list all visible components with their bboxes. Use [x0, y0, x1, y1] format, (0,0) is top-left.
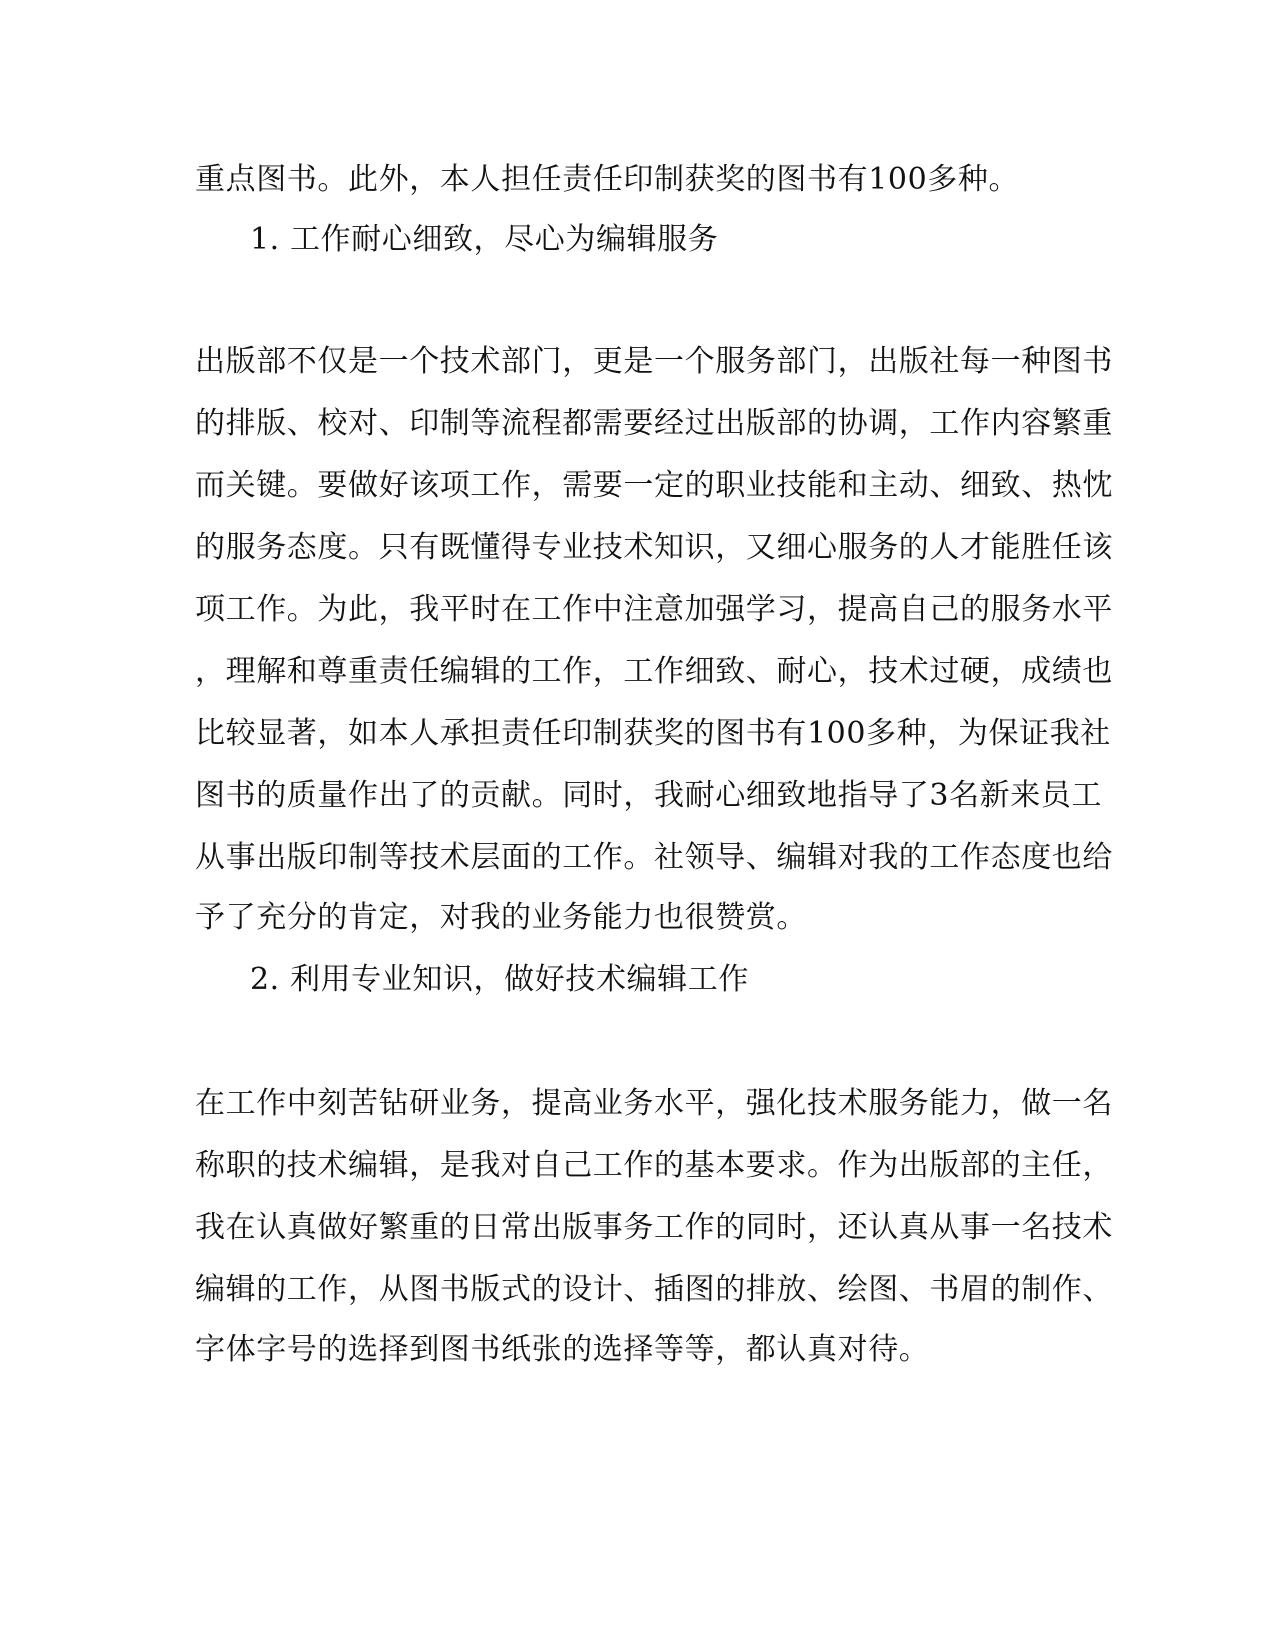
- paragraph-line: 图书的质量作出了的贡献。同时，我耐心细致地指导了3名新来员工: [195, 778, 1103, 813]
- paragraph-line: 从事出版印制等技术层面的工作。社领导、编辑对我的工作态度也给: [195, 840, 1113, 875]
- paragraph-line: 比较显著，如本人承担责任印制获奖的图书有100多种，为保证我社: [195, 716, 1111, 751]
- paragraph-line: 编辑的工作，从图书版式的设计、插图的排放、绘图、书眉的制作、: [195, 1272, 1113, 1307]
- paragraph-line: 出版部不仅是一个技术部门，更是一个服务部门，出版社每一种图书: [195, 344, 1113, 379]
- paragraph-line: 予了充分的肯定，对我的业务能力也很赞赏。: [195, 900, 807, 935]
- paragraph-line: 而关键。要做好该项工作，需要一定的职业技能和主动、细致、热忱: [195, 468, 1113, 503]
- section-2-heading: 2. 利用专业知识，做好技术编辑工作: [250, 962, 749, 997]
- paragraph-line: 项工作。为此，我平时在工作中注意加强学习，提高自己的服务水平: [195, 592, 1113, 627]
- section-1-heading: 1. 工作耐心细致，尽心为编辑服务: [250, 222, 719, 257]
- paragraph-line: 称职的技术编辑，是我对自己工作的基本要求。作为出版部的主任，: [195, 1148, 1113, 1183]
- intro-line: 重点图书。此外，本人担任责任印制获奖的图书有100多种。: [195, 162, 1020, 197]
- paragraph-line: 的服务态度。只有既懂得专业技术知识，又细心服务的人才能胜任该: [195, 530, 1113, 565]
- paragraph-line: ，理解和尊重责任编辑的工作，工作细致、耐心，技术过硬，成绩也: [195, 654, 1113, 689]
- paragraph-line: 我在认真做好繁重的日常出版事务工作的同时，还认真从事一名技术: [195, 1210, 1113, 1245]
- paragraph-line: 的排版、校对、印制等流程都需要经过出版部的协调，工作内容繁重: [195, 406, 1113, 441]
- paragraph-line: 在工作中刻苦钻研业务，提高业务水平，强化技术服务能力，做一名: [195, 1086, 1113, 1121]
- paragraph-line: 字体字号的选择到图书纸张的选择等等，都认真对待。: [195, 1332, 930, 1367]
